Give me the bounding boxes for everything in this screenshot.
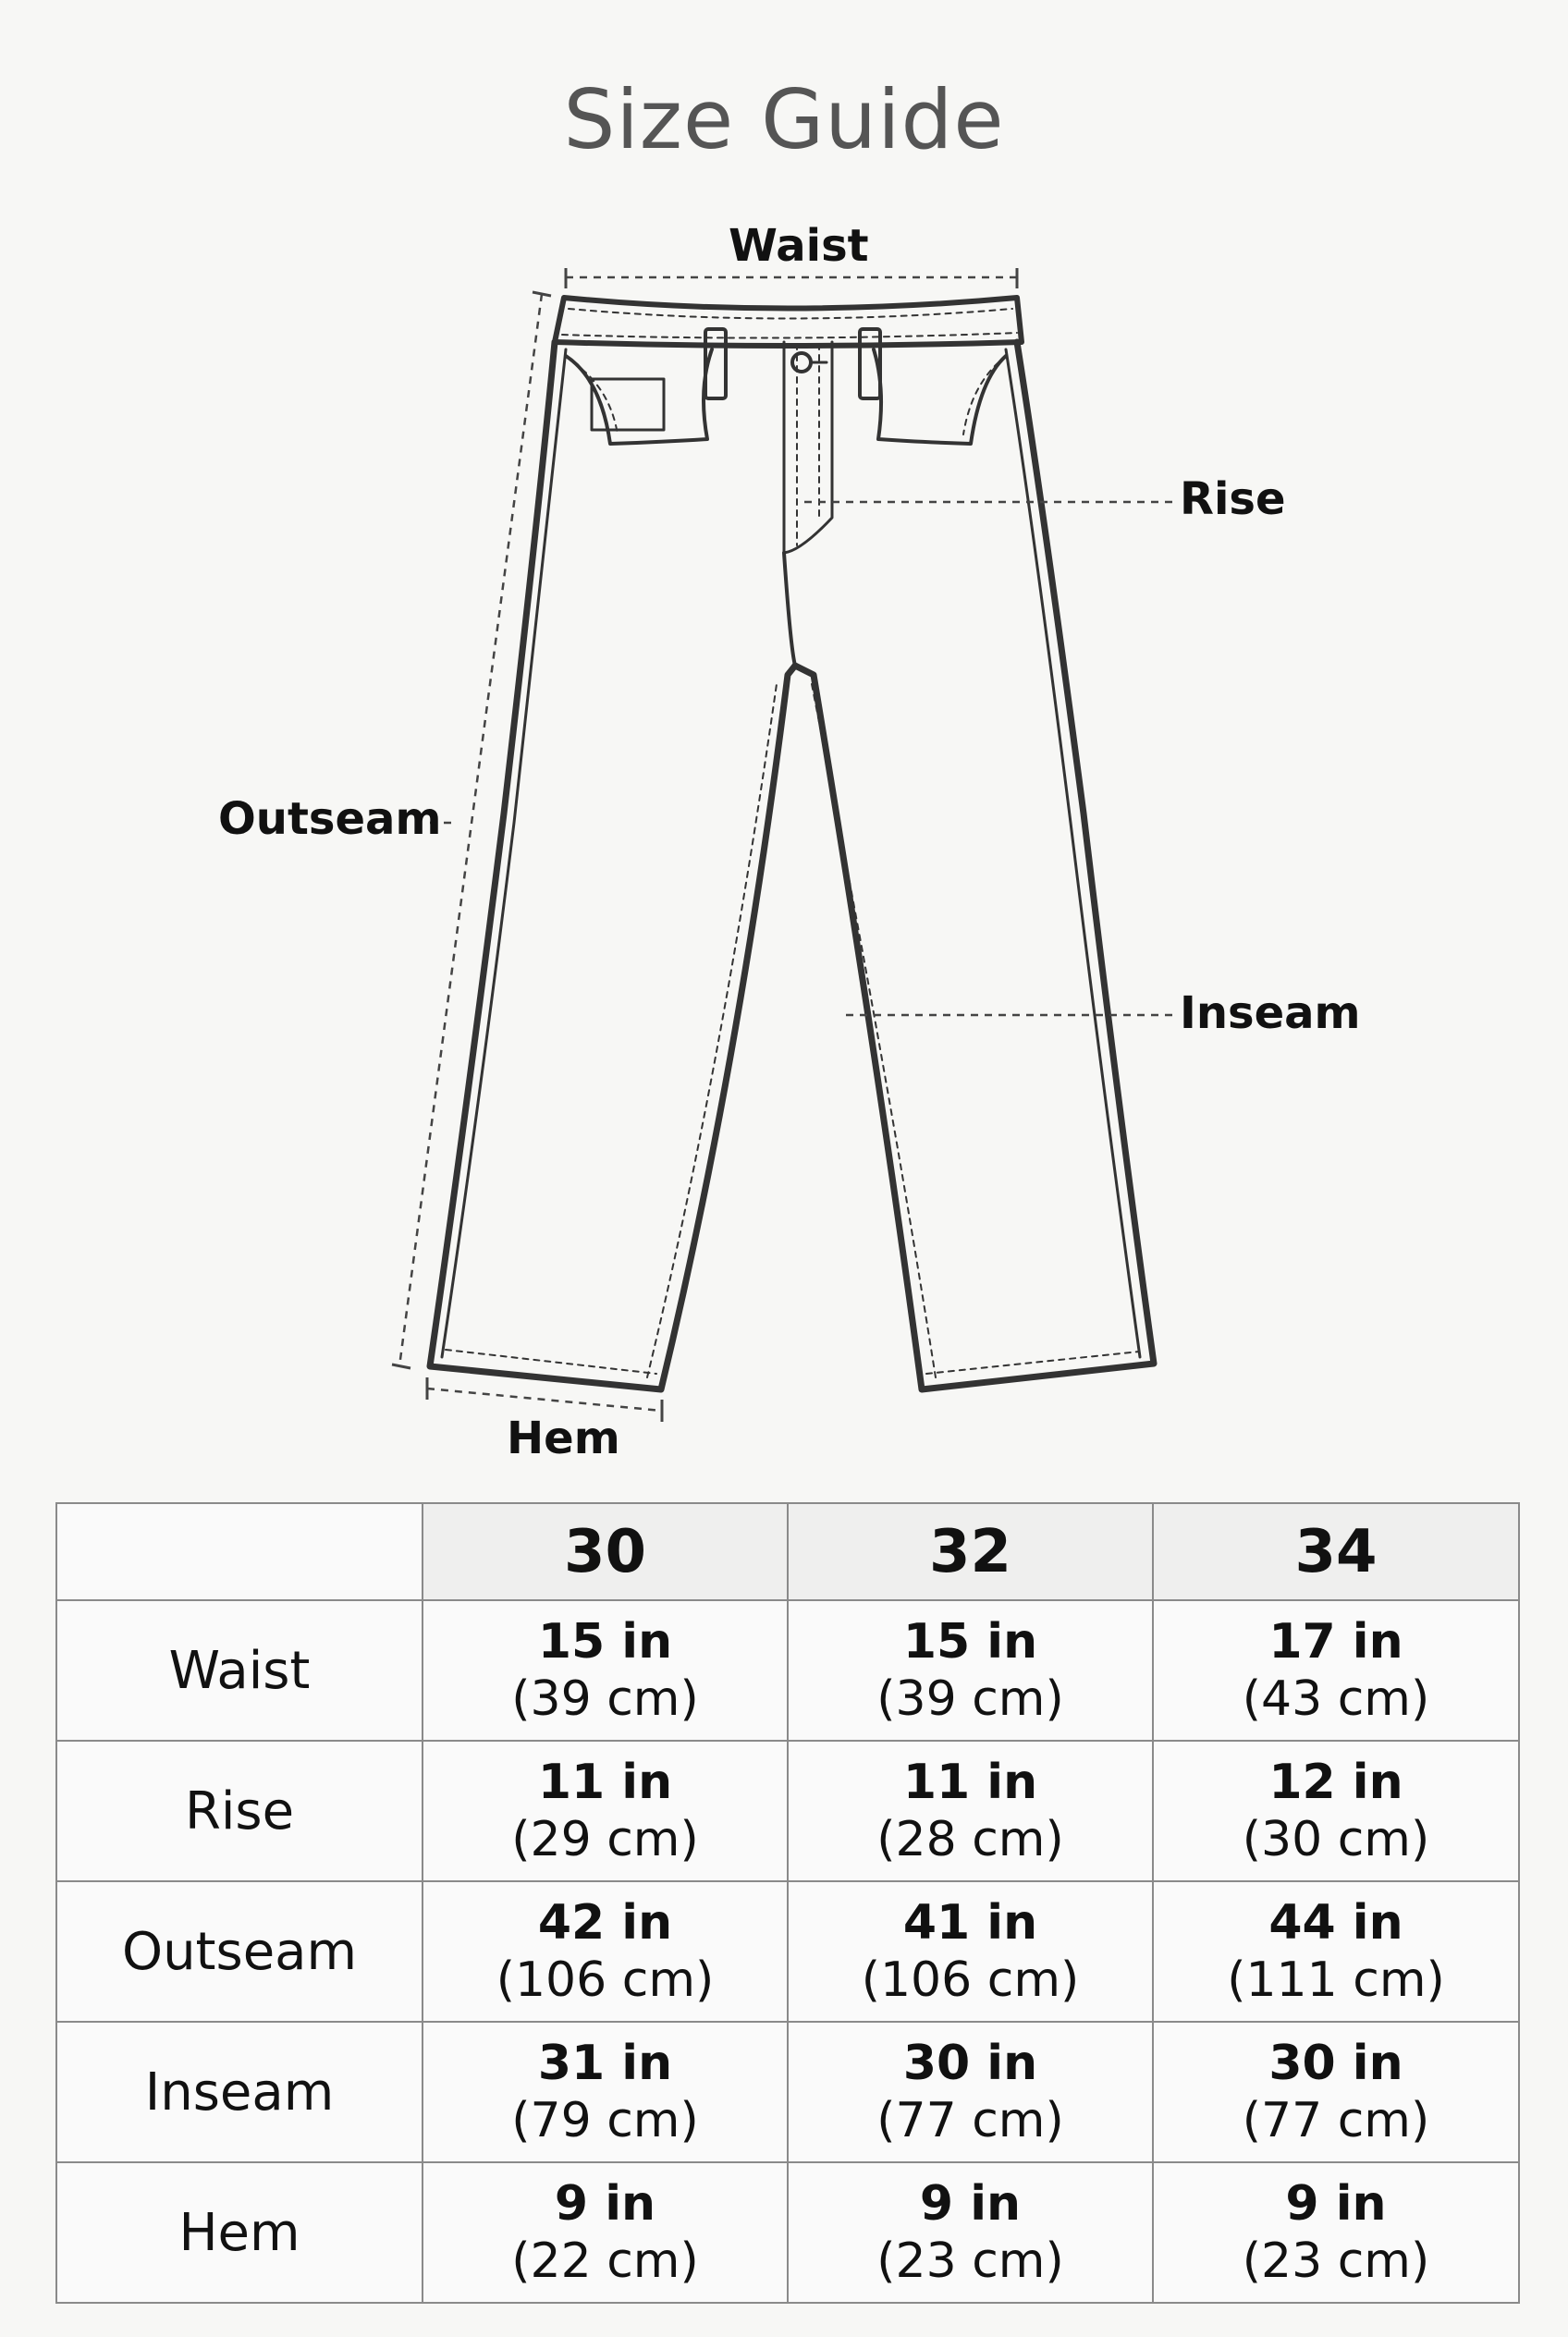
- cm-value: (43 cm): [1242, 1671, 1430, 1727]
- row-label: Inseam: [56, 2022, 423, 2162]
- cm-value: (22 cm): [511, 2233, 699, 2289]
- page-title: Size Guide: [563, 72, 1005, 167]
- inch-value: 30 in: [902, 2036, 1038, 2091]
- size-header-row: [56, 1503, 1519, 1600]
- inch-value: 30 in: [1268, 2036, 1403, 2091]
- measurement-cell: [788, 1600, 1153, 1741]
- inch-value: 9 in: [1285, 2176, 1387, 2232]
- inch-value: 9 in: [919, 2176, 1022, 2232]
- cm-value: (106 cm): [861, 1952, 1080, 2008]
- left-leg-outline: [430, 342, 795, 1389]
- measurement-cell: [788, 2022, 1153, 2162]
- fly-outline: [784, 342, 832, 553]
- size-header: 32: [788, 1503, 1153, 1600]
- hem-measure-line: [427, 1389, 662, 1411]
- inch-value: 44 in: [1268, 1895, 1403, 1951]
- cm-value: (23 cm): [876, 2233, 1064, 2289]
- cm-value: (30 cm): [1242, 1812, 1430, 1867]
- measurement-cell: [788, 1741, 1153, 1881]
- inch-value: 11 in: [902, 1755, 1038, 1810]
- inch-value: 17 in: [1268, 1614, 1403, 1670]
- measurement-cell: [788, 1881, 1153, 2022]
- cm-value: (28 cm): [876, 1812, 1064, 1867]
- inch-value: 15 in: [537, 1614, 673, 1670]
- measurement-cell: [1153, 2022, 1519, 2162]
- rise-label: Rise: [1180, 473, 1286, 525]
- outseam-label: Outseam: [218, 793, 442, 845]
- measurement-cell: [1153, 1881, 1519, 2022]
- measurement-cell: [423, 1741, 788, 1881]
- inch-value: 11 in: [537, 1755, 673, 1810]
- measurement-cell: [423, 2022, 788, 2162]
- row-label: Hem: [56, 2162, 423, 2303]
- cm-value: (23 cm): [1242, 2233, 1430, 2289]
- measurement-cell: [423, 1600, 788, 1741]
- cm-value: (106 cm): [496, 1952, 715, 2008]
- waist-label: Waist: [729, 220, 869, 272]
- right-pocket: [874, 349, 1006, 444]
- table-row: [56, 2162, 1519, 2303]
- size-header: 34: [1153, 1503, 1519, 1600]
- table-row: [56, 2022, 1519, 2162]
- button-icon: [792, 353, 811, 372]
- table-row: [56, 1881, 1519, 2022]
- inch-value: 9 in: [554, 2176, 656, 2232]
- measurement-cell: [1153, 1741, 1519, 1881]
- inch-value: 42 in: [537, 1895, 673, 1951]
- table-row: [56, 1741, 1519, 1881]
- cm-value: (39 cm): [876, 1671, 1064, 1727]
- size-table: [55, 1502, 1520, 2304]
- inch-value: 41 in: [902, 1895, 1038, 1951]
- row-label: Outseam: [56, 1881, 423, 2022]
- size-header: 30: [423, 1503, 788, 1600]
- cm-value: (79 cm): [511, 2093, 699, 2148]
- inseam-label: Inseam: [1180, 987, 1361, 1039]
- table-row: [56, 1600, 1519, 1741]
- inch-value: 31 in: [537, 2036, 673, 2091]
- measurement-cell: [423, 1881, 788, 2022]
- cm-value: (77 cm): [1242, 2093, 1430, 2148]
- inch-value: 12 in: [1268, 1755, 1403, 1810]
- inch-value: 15 in: [902, 1614, 1038, 1670]
- right-leg-outline: [795, 342, 1154, 1389]
- header-corner-cell: [56, 1503, 423, 1600]
- cm-value: (77 cm): [876, 2093, 1064, 2148]
- row-label: Rise: [56, 1741, 423, 1881]
- measurement-cell: [1153, 1600, 1519, 1741]
- cm-value: (39 cm): [511, 1671, 699, 1727]
- row-label: Waist: [56, 1600, 423, 1741]
- cm-value: (111 cm): [1227, 1952, 1445, 2008]
- hem-label: Hem: [507, 1413, 620, 1464]
- measurement-cell: [788, 2162, 1153, 2303]
- measurement-cell: [423, 2162, 788, 2303]
- cm-value: (29 cm): [511, 1812, 699, 1867]
- measurement-cell: [1153, 2162, 1519, 2303]
